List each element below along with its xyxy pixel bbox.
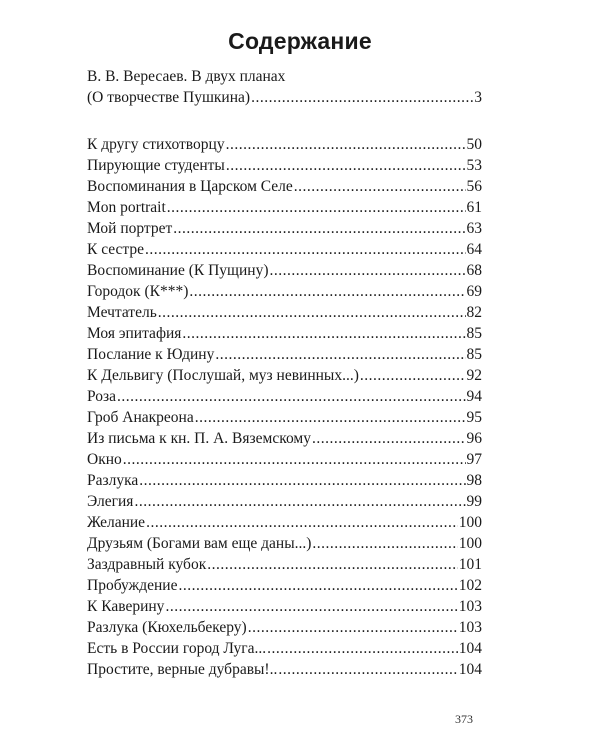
toc-entry — [87, 239, 482, 260]
entry-page-number: 82 — [466, 304, 482, 321]
page-folio: 373 — [455, 712, 473, 726]
toc-entry — [87, 281, 482, 302]
toc-entry — [87, 428, 482, 449]
toc-entry — [87, 365, 482, 386]
entry-title: Разлука — [87, 472, 139, 489]
entry-page-number: 102 — [458, 577, 482, 594]
toc-entry — [87, 197, 482, 218]
entry-title: Мой портрет — [87, 220, 173, 237]
entry-page-number: 103 — [458, 619, 482, 636]
entry-page-number: 68 — [466, 262, 482, 279]
entry-title: Друзьям (Богами вам еще даны...) — [87, 535, 312, 552]
entry-title: Моя эпитафия — [87, 325, 182, 342]
intro-page-number: 3 — [474, 89, 482, 106]
toc-entry — [87, 575, 482, 596]
entry-page-number: 94 — [466, 388, 482, 405]
toc-entry — [87, 491, 482, 512]
dot-leader — [226, 134, 466, 155]
toc-entry — [87, 659, 482, 680]
toc-entry — [87, 407, 482, 428]
dot-leader — [167, 197, 466, 218]
toc-entry — [87, 302, 482, 323]
entry-page-number: 96 — [466, 430, 482, 447]
dot-leader — [189, 281, 465, 302]
toc-entries — [87, 134, 482, 680]
toc-entry — [87, 470, 482, 491]
toc-entry — [87, 512, 482, 533]
dot-leader — [139, 470, 465, 491]
toc-entry — [87, 218, 482, 239]
intro-title-line2-row — [87, 87, 482, 108]
dot-leader — [117, 386, 466, 407]
entry-title: Простите, верные дубравы!.. — [87, 661, 278, 678]
entry-title: Роза — [87, 388, 116, 405]
toc-entry — [87, 617, 482, 638]
entry-title: Из письма к кн. П. А. Вяземскому — [87, 430, 311, 447]
entry-page-number: 50 — [466, 136, 482, 153]
entry-title: Разлука (Кюхельбекеру) — [87, 619, 247, 636]
entry-title: К сестре — [87, 241, 145, 258]
entry-page-number: 100 — [458, 535, 482, 552]
dot-leader — [294, 176, 466, 197]
dot-leader — [146, 512, 458, 533]
entry-title: Мечтатель — [87, 304, 157, 321]
dot-leader — [165, 596, 457, 617]
entry-page-number: 61 — [466, 199, 482, 216]
dot-leader — [248, 617, 458, 638]
dot-leader — [267, 638, 458, 659]
toc-entry — [87, 344, 482, 365]
entry-title: Гроб Анакреона — [87, 409, 194, 426]
dot-leader — [182, 323, 465, 344]
entry-page-number: 53 — [466, 157, 482, 174]
dot-leader — [360, 365, 466, 386]
toc-entry — [87, 596, 482, 617]
entry-page-number: 85 — [466, 346, 482, 363]
dot-leader — [312, 428, 466, 449]
entry-title: Пирующие студенты — [87, 157, 225, 174]
intro-title-line1: В. В. Вересаев. В двух планах — [87, 68, 286, 85]
toc-entry — [87, 155, 482, 176]
entry-title: К Дельвигу (Послушай, муз невинных...) — [87, 367, 359, 384]
dot-leader — [269, 260, 465, 281]
entry-page-number: 104 — [458, 661, 482, 678]
entry-page-number: 63 — [466, 220, 482, 237]
dot-leader — [195, 407, 466, 428]
intro-entry — [87, 66, 482, 108]
entry-page-number: 104 — [458, 640, 482, 657]
entry-title: Желание — [87, 514, 146, 531]
entry-page-number: 99 — [466, 493, 482, 510]
dot-leader — [312, 533, 457, 554]
entry-title: Воспоминания в Царском Селе — [87, 178, 293, 195]
toc-entry — [87, 638, 482, 659]
toc-entry — [87, 176, 482, 197]
dot-leader — [145, 239, 465, 260]
intro-title-line2: (О творчестве Пушкина) — [87, 89, 251, 106]
dot-leader — [215, 344, 465, 365]
entry-title: Воспоминание (К Пущину) — [87, 262, 269, 279]
dot-leader — [178, 575, 457, 596]
entry-title: К другу стихотворцу — [87, 136, 225, 153]
dot-leader — [251, 87, 473, 108]
dot-leader — [207, 554, 458, 575]
entry-title: Послание к Юдину — [87, 346, 215, 363]
entry-page-number: 64 — [466, 241, 482, 258]
entry-page-number: 69 — [466, 283, 482, 300]
entry-page-number: 101 — [458, 556, 482, 573]
entry-title: Городок (К***) — [87, 283, 189, 300]
entry-title: К Каверину — [87, 598, 165, 615]
page-title: Содержание — [228, 28, 372, 54]
toc-entry — [87, 554, 482, 575]
entry-page-number: 92 — [466, 367, 482, 384]
toc-entry — [87, 533, 482, 554]
entry-page-number: 98 — [466, 472, 482, 489]
entry-page-number: 85 — [466, 325, 482, 342]
entry-page-number: 97 — [466, 451, 482, 468]
entry-page-number: 100 — [458, 514, 482, 531]
toc-entry — [87, 386, 482, 407]
entry-title: Пробуждение — [87, 577, 178, 594]
entry-page-number: 95 — [466, 409, 482, 426]
dot-leader — [173, 218, 465, 239]
dot-leader — [226, 155, 466, 176]
entry-title: Есть в России город Луга... — [87, 640, 267, 657]
toc-entry — [87, 323, 482, 344]
entry-page-number: 56 — [466, 178, 482, 195]
entry-title: Mon portrait — [87, 199, 166, 216]
toc-entry — [87, 449, 482, 470]
dot-leader — [158, 302, 466, 323]
toc-entry — [87, 134, 482, 155]
entry-title: Элегия — [87, 493, 134, 510]
entry-title: Заздравный кубок — [87, 556, 207, 573]
table-of-contents — [87, 66, 482, 680]
entry-title: Окно — [87, 451, 122, 468]
dot-leader — [123, 449, 466, 470]
toc-entry — [87, 260, 482, 281]
dot-leader — [134, 491, 465, 512]
entry-page-number: 103 — [458, 598, 482, 615]
dot-leader — [278, 659, 457, 680]
